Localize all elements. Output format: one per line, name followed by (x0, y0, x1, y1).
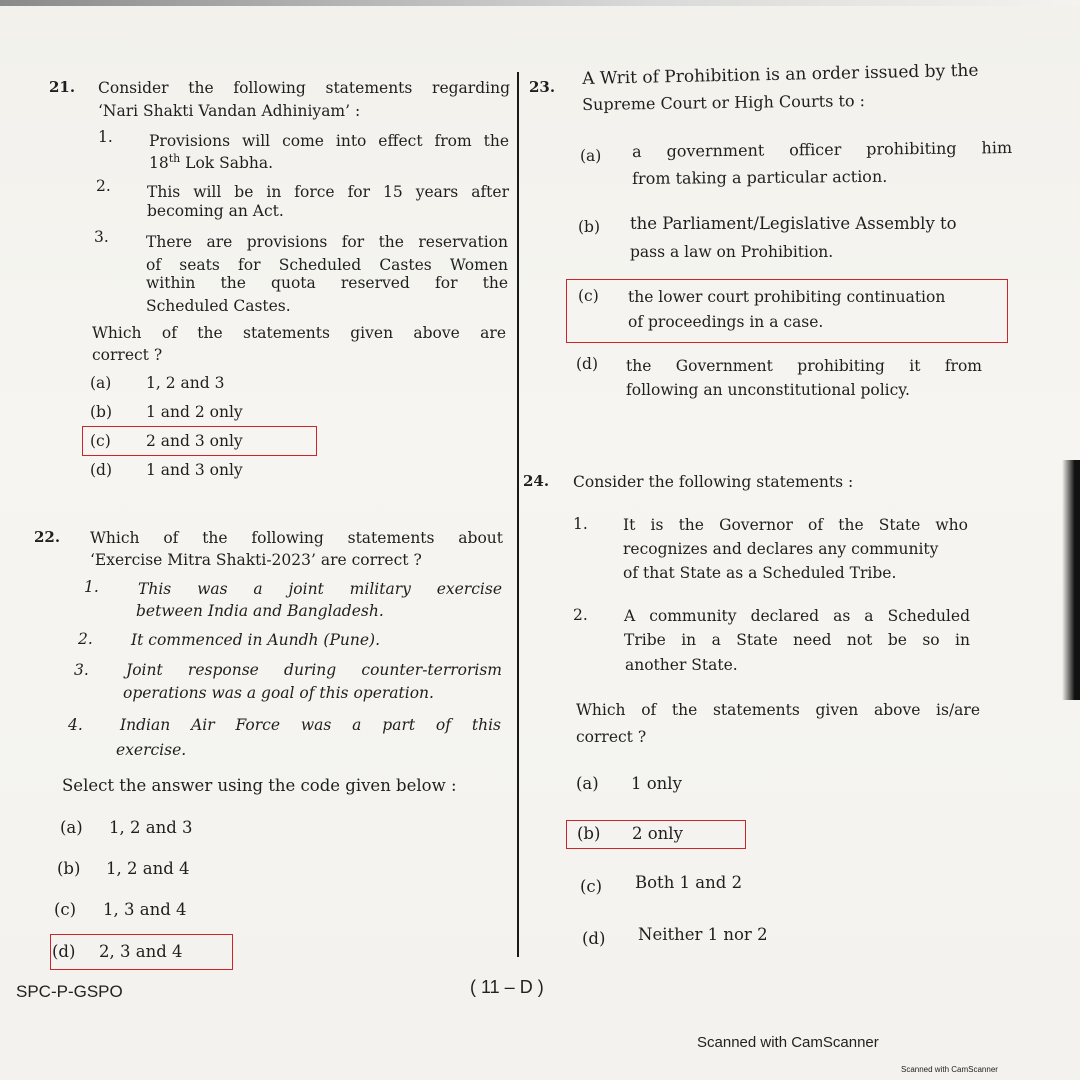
question-stem-line: Which of the following statements about (90, 529, 503, 547)
option-text-line: a government officer prohibiting him (632, 138, 1013, 161)
option-text-line: pass a law on Prohibition. (630, 243, 834, 261)
option-text: Both 1 and 2 (635, 873, 743, 892)
question-stem-line: A Writ of Prohibition is an order issued by the (582, 60, 979, 89)
statement-line: 18th Lok Sabha. (149, 152, 274, 173)
option-text-line: following an unconstitutional policy. (626, 381, 910, 399)
statement-line: Indian Air Force was a part of this (120, 716, 501, 734)
statement-line: There are provisions for the reservation (146, 233, 508, 251)
option-text: 2 and 3 only (146, 432, 243, 450)
option-text: 2, 3 and 4 (99, 942, 183, 961)
option-label: (d) (576, 355, 599, 373)
statement-number: 1. (98, 128, 113, 146)
option-text-line: of proceedings in a case. (628, 313, 824, 331)
question-stem-line: Supreme Court or High Courts to : (582, 91, 866, 114)
statement-line: operations was a goal of this operation. (123, 684, 434, 702)
statement-line: between India and Bangladesh. (136, 602, 384, 620)
option-label: (b) (577, 824, 601, 843)
option-label: (b) (578, 218, 601, 236)
option-label: (d) (52, 942, 76, 961)
camscanner-watermark-small: Scanned with CamScanner (901, 1065, 998, 1074)
statement-line: Scheduled Castes. (146, 297, 291, 315)
column-divider (517, 72, 519, 957)
option-text: 1, 2 and 3 (109, 818, 193, 837)
question-prompt-line: correct ? (576, 728, 647, 746)
question-prompt-line: Select the answer using the code given below : (62, 776, 457, 795)
statement-line: Provisions will come into effect from the (149, 132, 509, 150)
question-number: 21. (49, 78, 76, 96)
option-text: 1 and 3 only (146, 461, 243, 479)
question-stem-line: Consider the following statements regarding (98, 79, 510, 97)
statement-line: This will be in force for 15 years after (147, 183, 509, 201)
statement-number: 2. (573, 606, 588, 624)
statement-line: Tribe in a State need not be so in (624, 631, 970, 649)
option-label: (c) (54, 900, 77, 919)
page-number: ( 11 – D ) (470, 977, 544, 997)
statement-number: 2. (78, 630, 93, 648)
option-label: (a) (580, 147, 602, 165)
statement-line: It is the Governor of the State who (623, 516, 968, 534)
paper-code: SPC-P-GSPO (16, 982, 123, 1001)
statement-line: This was a joint military exercise (138, 580, 502, 598)
option-text-line: the Government prohibiting it from (626, 357, 982, 375)
option-text-line: the lower court prohibiting continuation (628, 288, 946, 306)
statement-number: 3. (94, 228, 109, 246)
statement-number: 3. (74, 661, 89, 679)
option-label: (d) (582, 929, 606, 948)
statement-line: becoming an Act. (147, 202, 284, 220)
option-label: (c) (580, 877, 603, 896)
statement-number: 1. (84, 578, 99, 596)
statement-number: 2. (96, 177, 111, 195)
option-text: 1 only (631, 774, 682, 793)
statement-line: exercise. (116, 741, 187, 759)
option-text: 1 and 2 only (146, 403, 243, 421)
statement-line: within the quota reserved for the (146, 274, 508, 292)
option-text: 1, 2 and 3 (146, 374, 225, 392)
option-label: (a) (60, 818, 83, 837)
statement-line: of that State as a Scheduled Tribe. (623, 564, 897, 582)
option-text: 1, 2 and 4 (106, 859, 190, 878)
option-label: (b) (90, 403, 113, 421)
question-number: 24. (523, 472, 550, 490)
option-label: (b) (57, 859, 81, 878)
question-stem-line: ‘Nari Shakti Vandan Adhiniyam’ : (98, 102, 361, 120)
question-prompt-line: correct ? (92, 346, 163, 364)
question-stem-line: ‘Exercise Mitra Shakti-2023’ are correct ? (90, 551, 422, 569)
statement-line: A community declared as a Scheduled (624, 607, 970, 625)
option-text-line: the Parliament/Legislative Assembly to (630, 214, 957, 233)
statement-line: of seats for Scheduled Castes Women (146, 256, 508, 274)
option-label: (c) (578, 287, 599, 305)
statement-line: Joint response during counter-terrorism (126, 661, 502, 679)
option-label: (d) (90, 461, 113, 479)
option-text: 2 only (632, 824, 683, 843)
option-text: 1, 3 and 4 (103, 900, 187, 919)
option-text-line: from taking a particular action. (632, 166, 888, 188)
statement-number: 4. (68, 716, 83, 734)
option-label: (c) (90, 432, 111, 450)
option-label: (a) (576, 774, 599, 793)
option-label: (a) (90, 374, 112, 392)
option-text: Neither 1 nor 2 (638, 925, 768, 944)
question-number: 23. (529, 78, 556, 96)
statement-line: It commenced in Aundh (Pune). (131, 631, 380, 649)
statement-number: 1. (573, 515, 588, 533)
question-stem-line: Consider the following statements : (573, 473, 854, 491)
camscanner-watermark: Scanned with CamScanner (697, 1034, 879, 1051)
scan-edge-shadow (1062, 460, 1080, 700)
question-prompt-line: Which of the statements given above is/are (576, 701, 980, 719)
scan-top-edge (0, 0, 1080, 6)
question-prompt-line: Which of the statements given above are (92, 324, 506, 342)
statement-line: another State. (625, 656, 738, 674)
statement-line: recognizes and declares any community (623, 540, 939, 558)
question-number: 22. (34, 528, 61, 546)
